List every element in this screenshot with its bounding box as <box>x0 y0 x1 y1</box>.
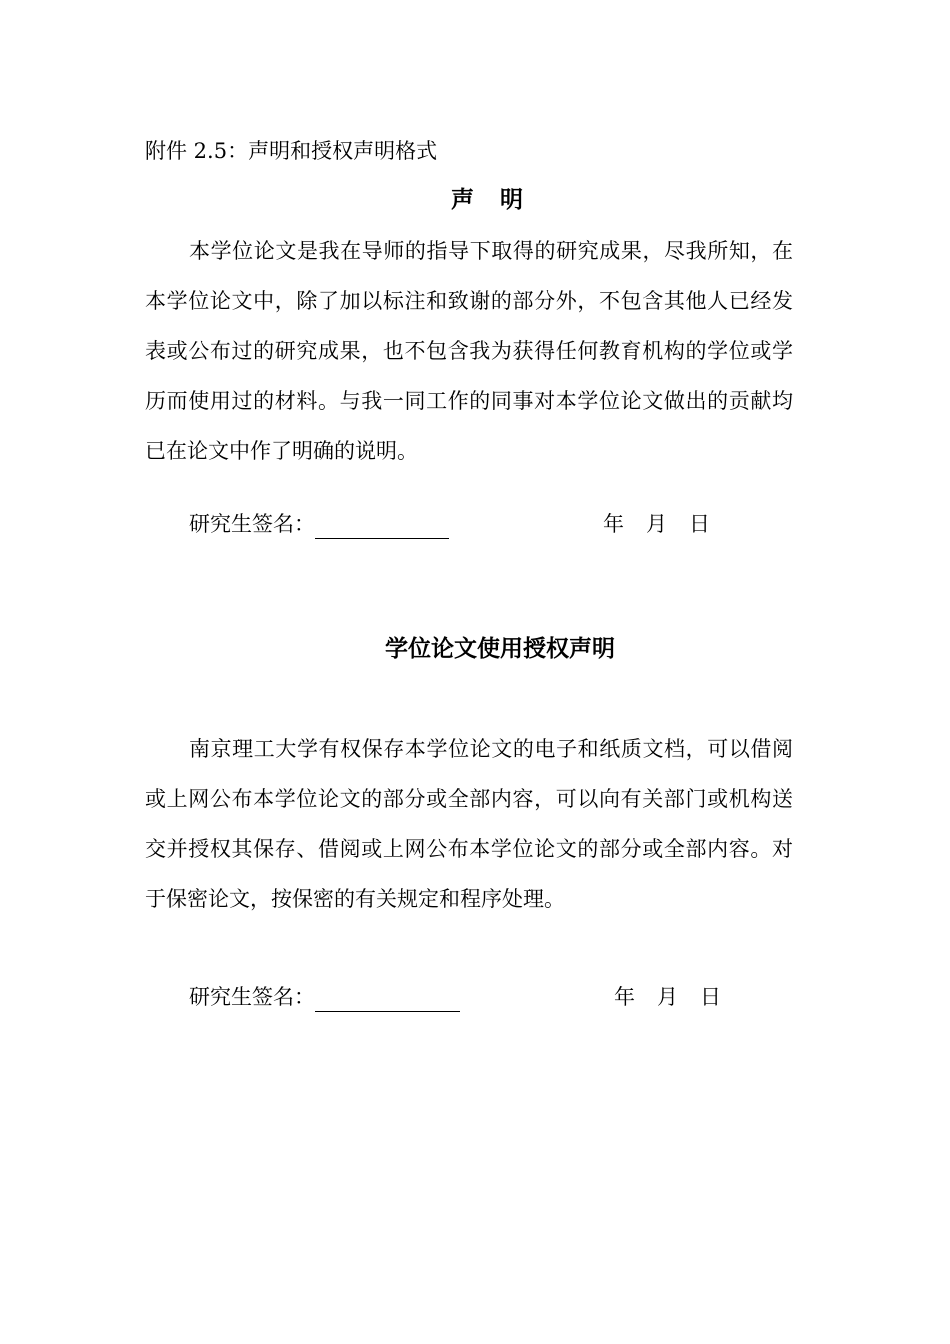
authorization-date-day: 日 <box>700 985 721 1009</box>
declaration-date-day: 日 <box>689 512 710 536</box>
authorization-date-year: 年 <box>614 985 635 1009</box>
attachment-label: 附件 2.5：声明和授权声明格式 <box>145 139 438 163</box>
authorization-body: 南京理工大学有权保存本学位论文的电子和纸质文档，可以借阅或上网公布本学位论文的部分或全部内容，可以向有关部门或机构送交并授权其保存、借阅或上网公布本学位论文的部分或全部内容。对于保密论文，按保密的有关规定和程序处理。 <box>145 737 793 911</box>
declaration-signature-label: 研究生签名： <box>189 512 315 536</box>
declaration-signature-row <box>189 509 449 539</box>
declaration-body: 本学位论文是我在导师的指导下取得的研究成果，尽我所知，在本学位论文中，除了加以标注和致谢的部分外，不包含其他人已经发表或公布过的研究成果，也不包含我为获得任何教育机构的学位或学历而使用过的材料。与我一同工作的同事对本学位论文做出的贡献均已在论文中作了明确的说明。 <box>145 239 793 463</box>
authorization-title: 学位论文使用授权声明 <box>385 635 615 662</box>
declaration-date-month: 月 <box>646 512 667 536</box>
declaration-title: 声明 <box>451 186 549 213</box>
declaration-date <box>603 509 710 539</box>
authorization-signature-label: 研究生签名： <box>189 985 315 1009</box>
authorization-signature-line <box>315 987 460 1012</box>
authorization-date <box>614 982 721 1012</box>
authorization-date-month: 月 <box>657 985 678 1009</box>
declaration-signature-line <box>315 514 449 539</box>
authorization-signature-row <box>189 982 460 1012</box>
declaration-date-year: 年 <box>603 512 624 536</box>
